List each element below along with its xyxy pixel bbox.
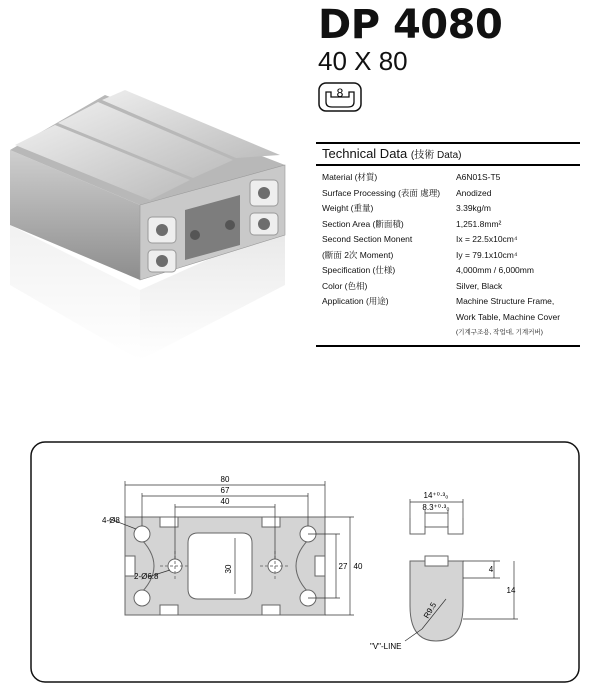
spec-row: Surface Processing (表面 處理) Anodized (322, 187, 492, 198)
slot-radius-label: R9.5 (421, 600, 439, 620)
dim-40-vertical-label: 40 (353, 562, 363, 571)
spec-row: (斷面 2次 Moment) Iy = 79.1x10cm⁴ (322, 249, 518, 260)
badge-number: 8 (336, 86, 344, 100)
product-title: DP 4080 (318, 2, 503, 48)
slot-width-14-label: 14⁺⁰·³₀ (423, 491, 449, 500)
dim-40-label: 40 (220, 497, 230, 506)
dim-67-label: 67 (220, 486, 230, 495)
hole-4-label: 4-Ø8 (102, 516, 120, 525)
spec-row: Second Section Monent Ix = 22.5x10cm⁴ (322, 234, 518, 244)
spec-row: Weight (重量) 3.39kg/m (322, 203, 491, 213)
slot-width-83-label: 8.3⁺⁰·³₀ (422, 503, 450, 512)
dim-30-label: 30 (224, 564, 233, 574)
spec-row: Color (色相) Silver, Black (322, 280, 503, 291)
slot-depth-14-label: 14 (506, 586, 516, 595)
technical-data-table (316, 142, 580, 347)
table-bottom-rule (316, 345, 580, 347)
dimension-drawing (30, 441, 580, 683)
spec-row: Specification (仕様) 4,000mm / 6,000mm (322, 265, 534, 275)
dim-80-label: 80 (220, 475, 230, 484)
hole-2-label: 2-Ø6.8 (134, 572, 159, 581)
heading-text: Technical Data (322, 146, 408, 161)
product-size: 40 X 80 (318, 46, 408, 76)
v-line-label: "V"-LINE (370, 642, 402, 651)
spec-row: Material (材質) A6N01S-T5 (322, 172, 501, 182)
spec-row: Application (用途) Machine Structure Frame, (322, 296, 555, 306)
heading-cjk: (技術 Data) (410, 150, 462, 161)
spec-row-continued: Work Table, Machine Cover (456, 311, 561, 322)
spec-row-note: (기계구조용, 작업대, 기계커버) (456, 329, 543, 336)
technical-data-heading (316, 142, 580, 166)
slot-8-icon (318, 82, 362, 112)
dim-27-label: 27 (338, 562, 348, 571)
product-render (0, 85, 300, 375)
spec-row: Section Area (斷面積) 1,251.8mm² (322, 218, 502, 229)
slot-depth-4-label: 4 (488, 565, 494, 574)
